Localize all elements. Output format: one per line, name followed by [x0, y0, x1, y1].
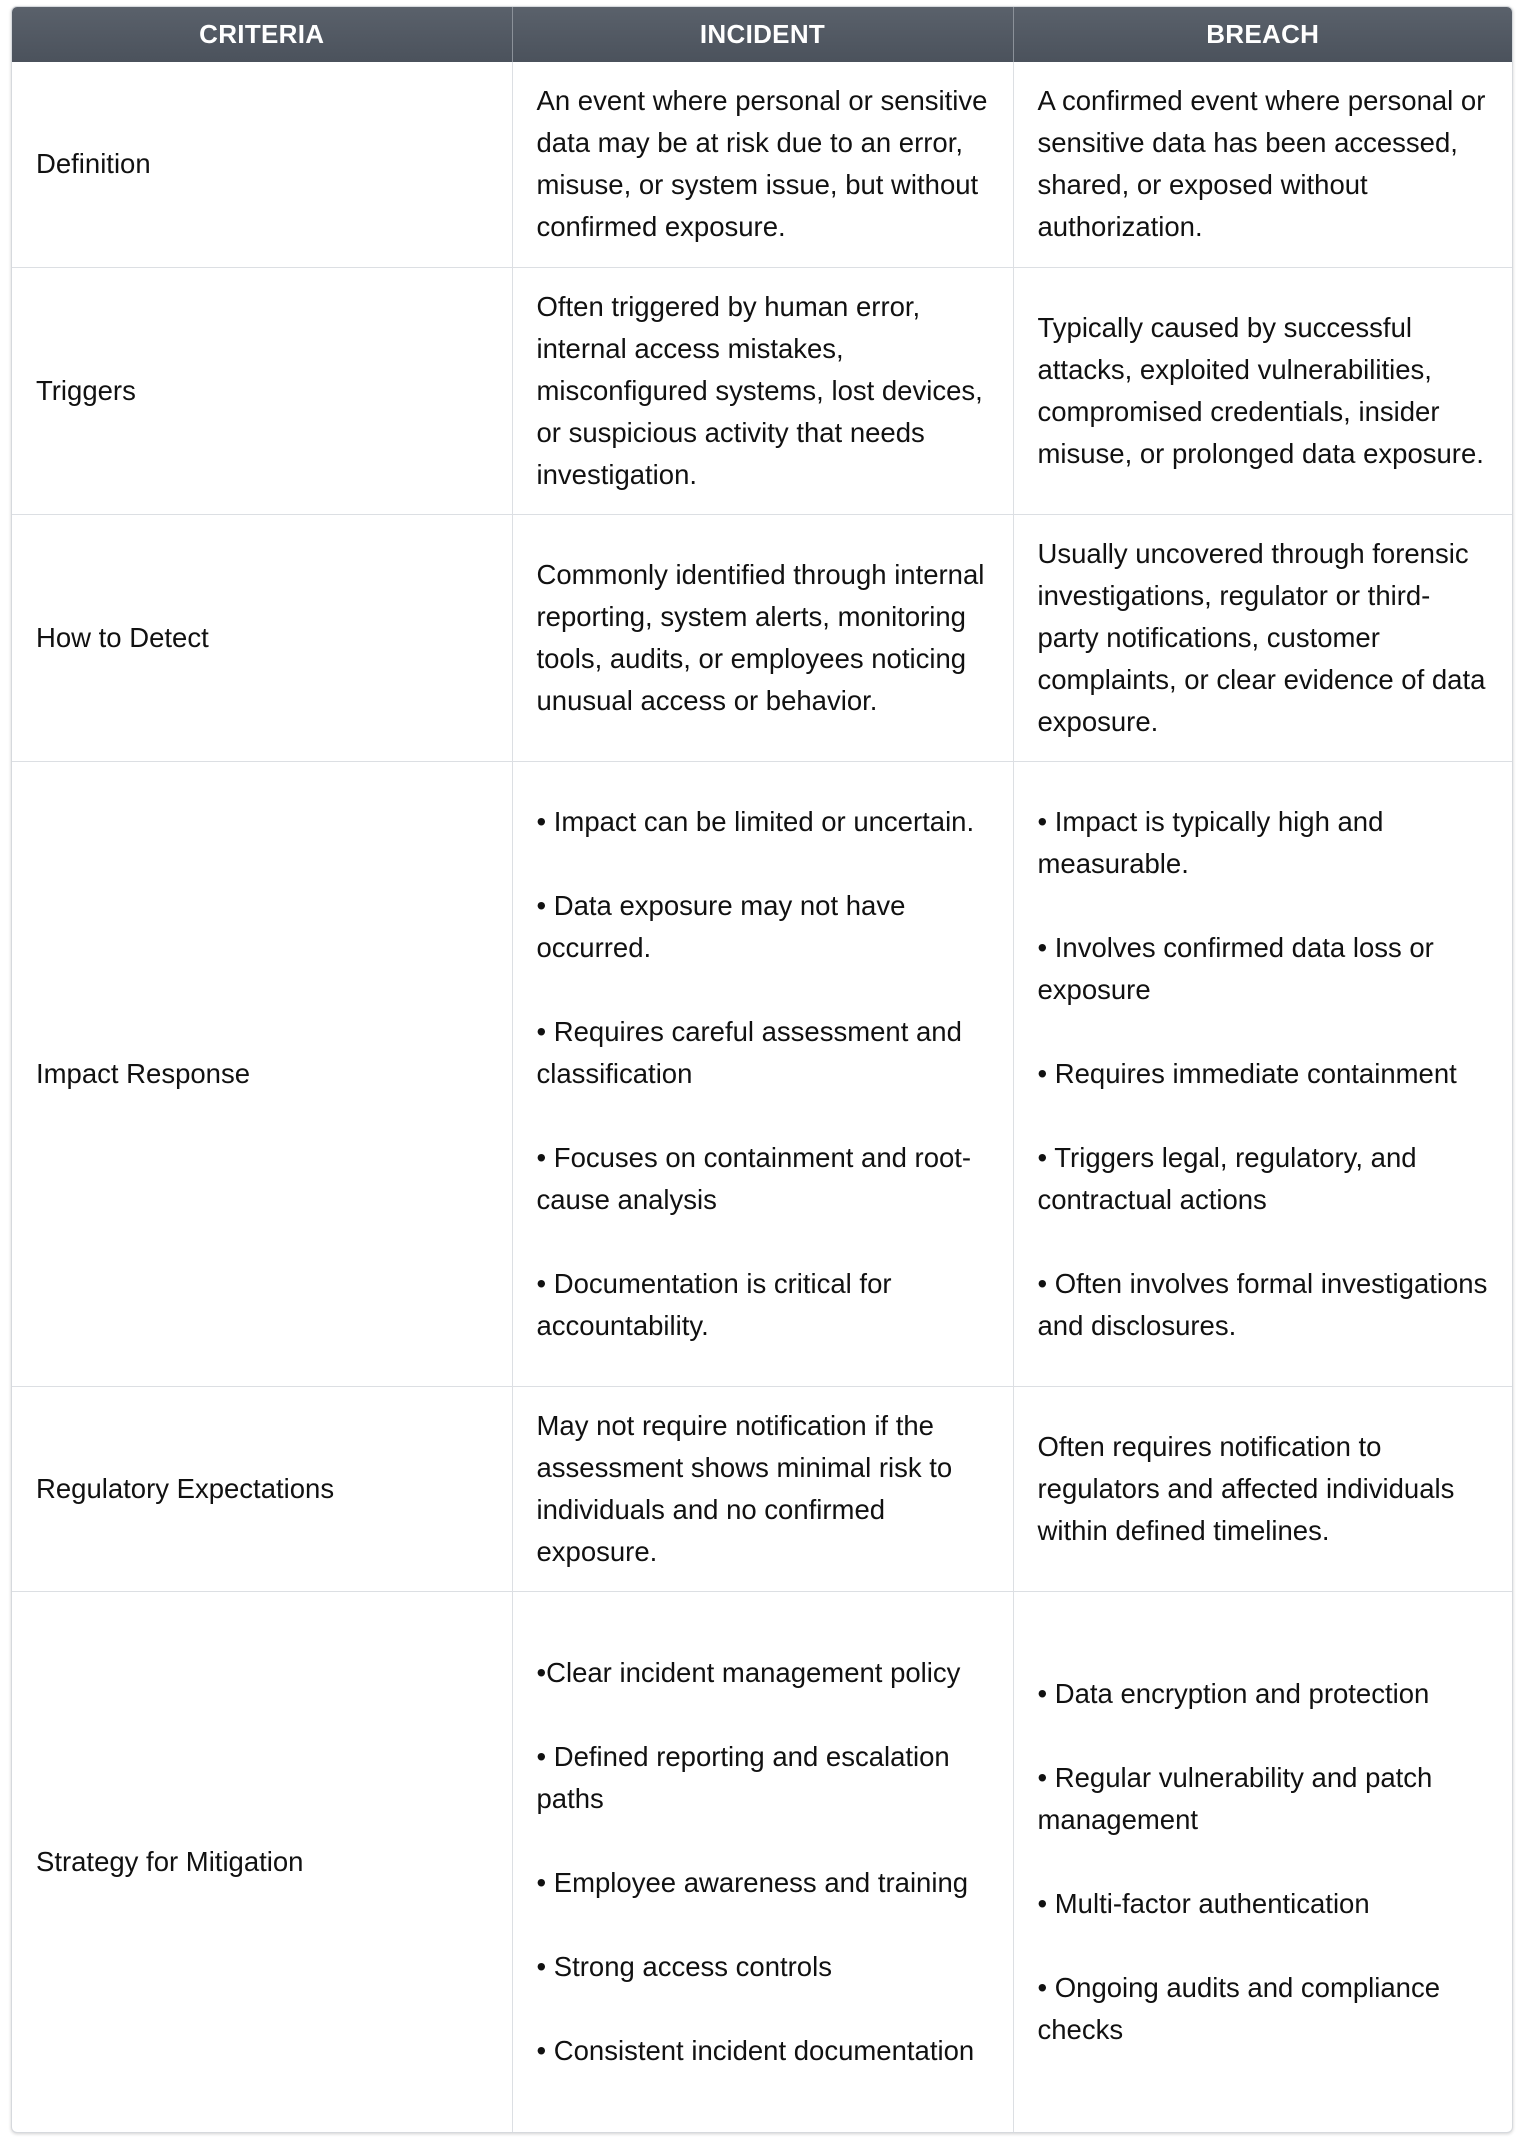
incident-cell — [512, 761, 1013, 1386]
table-row-regulatory-expectations — [12, 1386, 1512, 1591]
bullet-item: • Often involves formal investigations and disclosures. — [1037, 1267, 1488, 1341]
table-row-definition — [12, 62, 1512, 267]
bullet-item: • Data encryption and protection — [1037, 1677, 1430, 1709]
criteria-cell: How to Detect — [12, 514, 512, 761]
bullet-item: • Regular vulnerability and patch management — [1037, 1761, 1433, 1835]
breach-cell: Typically caused by successful attacks, exploited vulnerabilities, compromised credentials, insider misuse, or prolonged data exposure. — [1013, 267, 1512, 514]
breach-cell: A confirmed event where personal or sensitive data has been accessed, shared, or exposed without authorization. — [1013, 62, 1512, 267]
incident-cell: Commonly identified through internal reporting, system alerts, monitoring tools, audits, or employees noticing unusual access or behavior. — [512, 514, 1013, 761]
incident-cell: An event where personal or sensitive data may be at risk due to an error, misuse, or system issue, but without confirmed exposure. — [512, 62, 1013, 267]
bullet-item: • Documentation is critical for accountability. — [536, 1267, 892, 1341]
criteria-cell: Regulatory Expectations — [12, 1386, 512, 1591]
bullet-item: • Involves confirmed data loss or exposure — [1037, 931, 1434, 1005]
criteria-cell: Definition — [12, 62, 512, 267]
incident-cell: Often triggered by human error, internal access mistakes, misconfigured systems, lost devices, or suspicious activity that needs investigation. — [512, 267, 1013, 514]
bullet-item: • Impact can be limited or uncertain. — [536, 805, 975, 837]
bullet-item: • Impact is typically high and measurable. — [1037, 805, 1384, 879]
table-body — [12, 62, 1512, 2132]
bullet-item: • Requires careful assessment and classification — [536, 1015, 962, 1089]
breach-cell — [1013, 1591, 1512, 2132]
header-breach: BREACH — [1013, 7, 1512, 62]
criteria-cell: Impact Response — [12, 761, 512, 1386]
bullet-item: • Ongoing audits and compliance checks — [1037, 1971, 1441, 2045]
bullet-item: • Strong access controls — [536, 1950, 832, 1982]
bullet-item: • Defined reporting and escalation paths — [536, 1740, 950, 1814]
header-criteria: CRITERIA — [12, 7, 512, 62]
bullet-item: • Focuses on containment and root-cause analysis — [536, 1141, 972, 1215]
bullet-item: • Requires immediate containment — [1037, 1057, 1457, 1089]
breach-cell — [1013, 761, 1512, 1386]
bullet-item: • Employee awareness and training — [536, 1866, 969, 1898]
incident-vs-breach-table — [12, 7, 1512, 2132]
criteria-cell: Strategy for Mitigation — [12, 1591, 512, 2132]
bullet-item: • Triggers legal, regulatory, and contractual actions — [1037, 1141, 1417, 1215]
header-row — [12, 7, 1512, 62]
header-incident: INCIDENT — [512, 7, 1013, 62]
table-row-impact-response — [12, 761, 1512, 1386]
breach-cell: Often requires notification to regulators and affected individuals within defined timelines. — [1013, 1386, 1512, 1591]
incident-cell — [512, 1591, 1013, 2132]
table-header — [12, 7, 1512, 62]
breach-cell: Usually uncovered through forensic investigations, regulator or third-party notifications, customer complaints, or clear evidence of data exposure. — [1013, 514, 1512, 761]
criteria-cell: Triggers — [12, 267, 512, 514]
incident-cell: May not require notification if the assessment shows minimal risk to individuals and no confirmed exposure. — [512, 1386, 1013, 1591]
bullet-item: •Clear incident management policy — [536, 1656, 961, 1688]
bullet-item: • Data exposure may not have occurred. — [536, 889, 906, 963]
table-row-how-to-detect — [12, 514, 1512, 761]
bullet-item: • Consistent incident documentation — [536, 2034, 975, 2066]
comparison-table-container — [11, 6, 1513, 2133]
bullet-item: • Multi-factor authentication — [1037, 1887, 1370, 1919]
table-row-strategy-for-mitigation — [12, 1591, 1512, 2132]
table-row-triggers — [12, 267, 1512, 514]
